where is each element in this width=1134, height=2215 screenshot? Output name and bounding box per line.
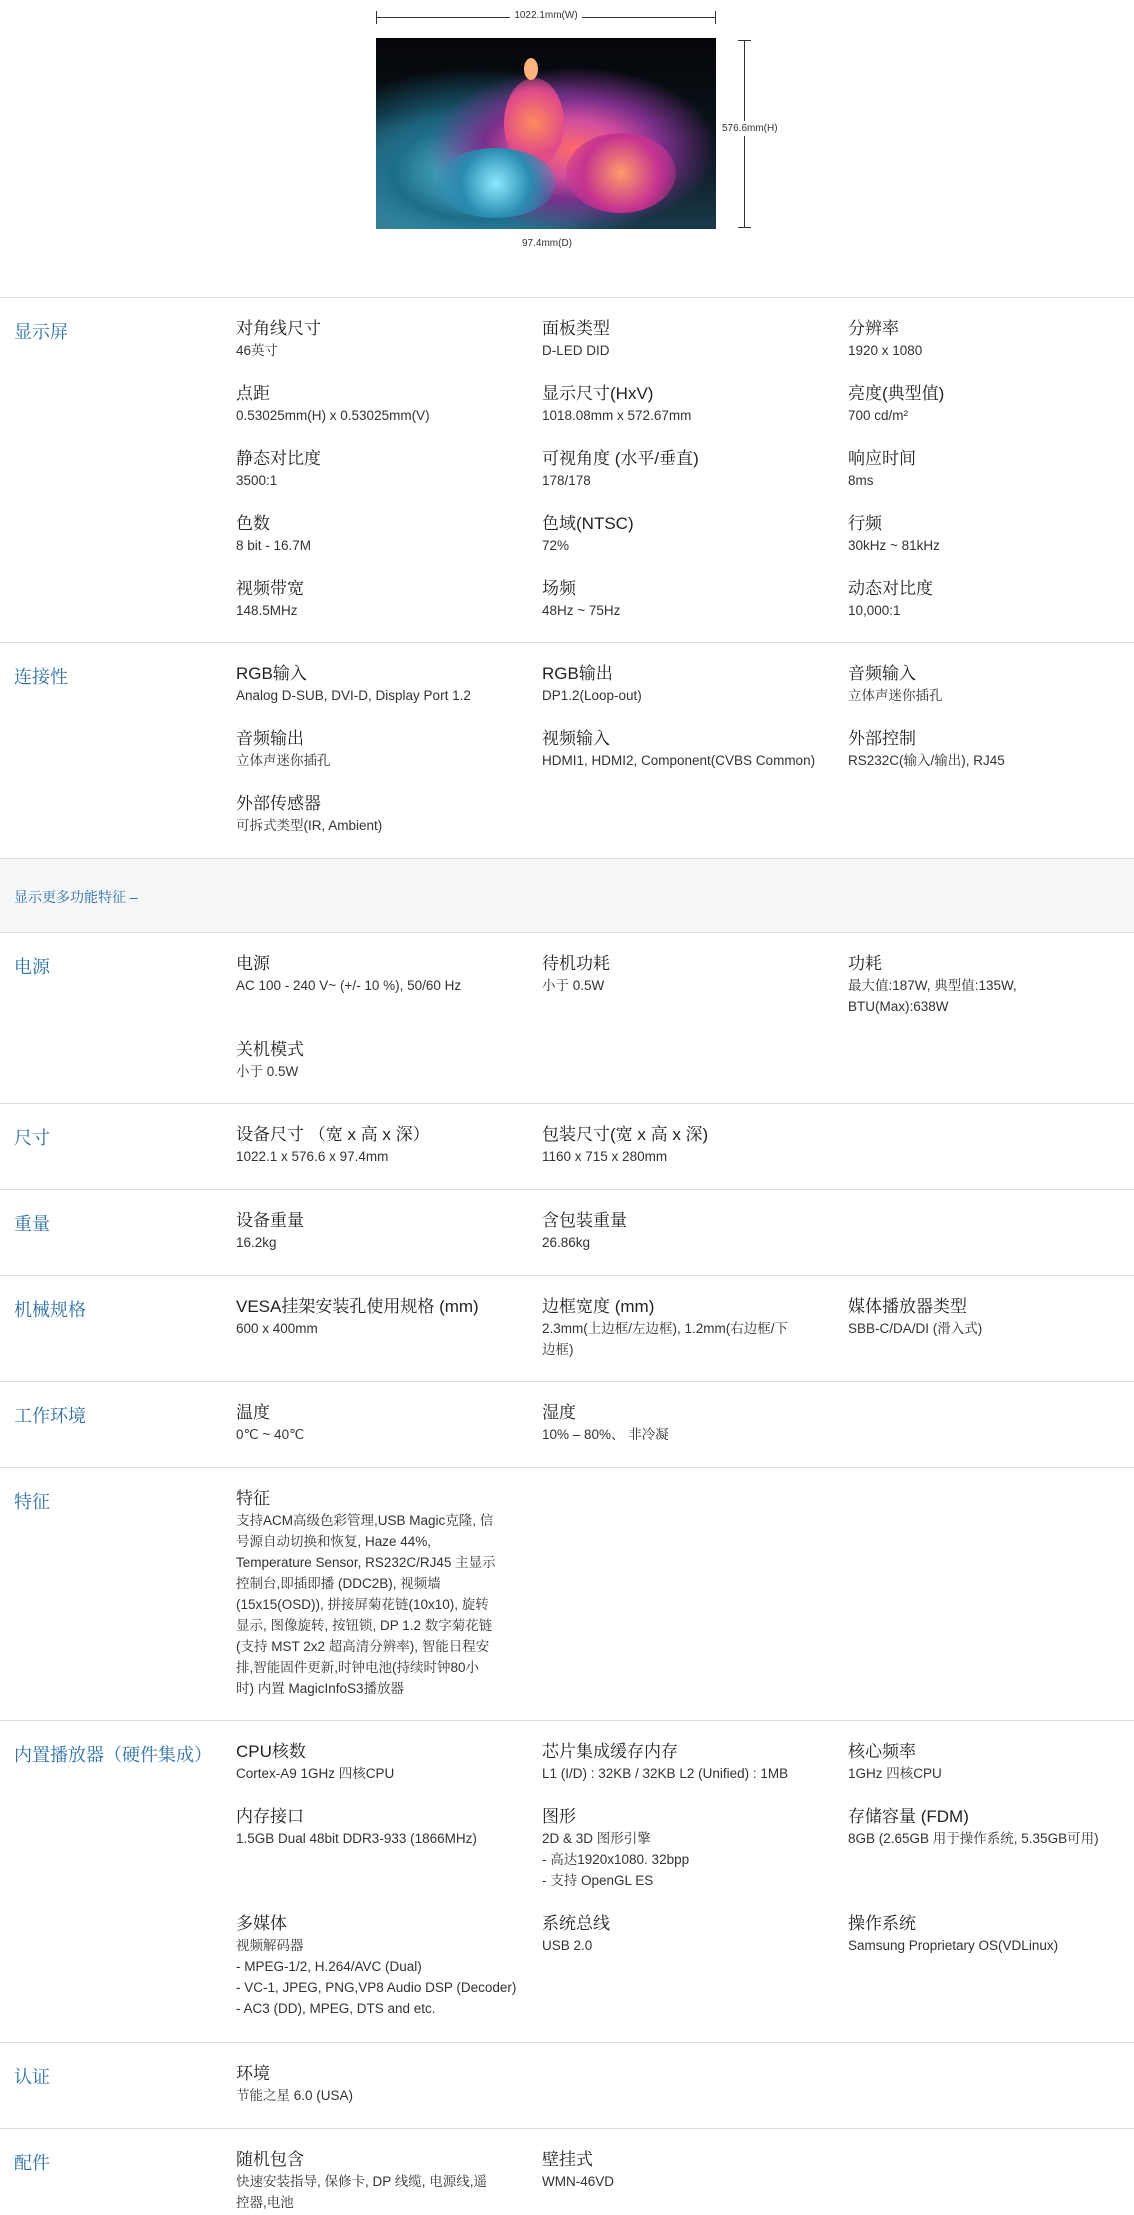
spec-label: 包装尺寸(宽 x 高 x 深) <box>542 1125 709 1144</box>
spec-value: 视频解码器 - MPEG-1/2, H.264/AVC (Dual) - VC-1, JPEG, PNG,VP8 Audio DSP (Decoder) - AC3 (DD), MPEG, DTS and etc. <box>236 1938 517 2016</box>
spec-value: D-LED DID <box>542 343 610 358</box>
spec-item <box>542 513 842 556</box>
spec-item <box>236 663 536 706</box>
spec-label: 显示尺寸(HxV) <box>542 384 654 403</box>
spec-value: 700 cd/m² <box>848 408 909 423</box>
spec-label: 视频输入 <box>542 729 610 748</box>
spec-label: 对角线尺寸 <box>236 319 321 338</box>
spec-label: 动态对比度 <box>848 579 933 598</box>
spec-item <box>848 383 1134 426</box>
spec-label: 音频输出 <box>236 729 304 748</box>
spec-label: 待机功耗 <box>542 954 610 973</box>
spec-item <box>236 1741 536 1784</box>
spec-value: 立体声迷你插孔 <box>236 753 331 768</box>
section-builtin-player <box>0 1720 1134 2043</box>
spec-label: 随机包含 <box>236 2150 304 2169</box>
spec-label: 边框宽度 (mm) <box>542 1297 655 1316</box>
splash-shape <box>436 148 556 218</box>
spec-value: 3500:1 <box>236 473 278 488</box>
spec-item <box>542 578 842 621</box>
spec-label: 功耗 <box>848 954 882 973</box>
spec-value: 8ms <box>848 473 874 488</box>
spec-value: 30kHz ~ 81kHz <box>848 538 940 553</box>
spec-label: VESA挂架安装孔使用规格 (mm) <box>236 1297 479 1316</box>
spec-item <box>848 513 1134 556</box>
spec-value: 10% – 80%、 非冷凝 <box>542 1427 669 1442</box>
spec-item <box>236 1296 536 1339</box>
height-dimension-label: 576.6mm(H) <box>722 123 778 134</box>
spec-item <box>542 1296 842 1360</box>
spec-value: 10,000:1 <box>848 603 901 618</box>
spec-label: 芯片集成缓存内存 <box>542 1742 678 1761</box>
spec-label: 色域(NTSC) <box>542 514 634 533</box>
spec-item <box>542 383 842 426</box>
spec-value: 0.53025mm(H) x 0.53025mm(V) <box>236 408 430 423</box>
splash-shape <box>566 133 676 213</box>
spec-label: 视频带宽 <box>236 579 304 598</box>
spec-value: 小于 0.5W <box>542 978 605 993</box>
spec-item <box>848 1806 1134 1849</box>
spec-value: 8 bit - 16.7M <box>236 538 312 553</box>
spec-item <box>848 1741 1134 1784</box>
section-power <box>0 932 1134 1104</box>
section-title: 尺寸 <box>14 1128 50 1148</box>
spec-value: 8GB (2.65GB 用于操作系统, 5.35GB可用) <box>848 1831 1099 1846</box>
spec-item <box>542 953 842 996</box>
spec-value: 178/178 <box>542 473 591 488</box>
spec-label: 点距 <box>236 384 270 403</box>
spec-value: 26.86kg <box>542 1235 591 1250</box>
section-title: 重量 <box>14 1214 50 1234</box>
spec-label: 环境 <box>236 2064 270 2083</box>
spec-item <box>542 1806 842 1891</box>
spec-label: 色数 <box>236 514 270 533</box>
spec-value: Analog D-SUB, DVI-D, Display Port 1.2 <box>236 688 471 703</box>
spec-value: 1GHz 四核CPU <box>848 1766 942 1781</box>
section-weight <box>0 1189 1134 1276</box>
spec-item <box>236 953 536 996</box>
spec-value: 0℃ ~ 40℃ <box>236 1427 305 1442</box>
spec-value: SBB-C/DA/DI (滑入式) <box>848 1321 983 1336</box>
spec-value: 节能之星 6.0 (USA) <box>236 2088 354 2103</box>
spec-label: 响应时间 <box>848 449 916 468</box>
splash-shape <box>524 58 538 80</box>
section-title: 特征 <box>14 1492 50 1512</box>
spec-item <box>848 663 1134 706</box>
section-title: 机械规格 <box>14 1300 86 1320</box>
spec-label: 分辨率 <box>848 319 899 338</box>
spec-item <box>848 578 1134 621</box>
spec-label: 关机模式 <box>236 1040 304 1059</box>
spec-label: 设备重量 <box>236 1211 304 1230</box>
spec-value: Samsung Proprietary OS(VDLinux) <box>848 1938 1059 1953</box>
spec-item <box>542 1741 842 1784</box>
section-title: 连接性 <box>14 667 68 687</box>
spec-value: 立体声迷你插孔 <box>848 688 943 703</box>
section-title: 显示屏 <box>14 322 68 342</box>
spec-label: 操作系统 <box>848 1914 916 1933</box>
spec-item <box>236 1913 536 2019</box>
spec-label: 可视角度 (水平/垂直) <box>542 449 699 468</box>
product-hero <box>0 0 1134 297</box>
section-title: 内置播放器（硬件集成） <box>14 1745 212 1765</box>
spec-label: 外部传感器 <box>236 794 321 813</box>
section-title: 工作环境 <box>14 1406 86 1426</box>
spec-value: 快速安装指导, 保修卡, DP 线缆, 电源线,遥 控器,电池 <box>236 2174 488 2210</box>
spec-value: 可拆式类型(IR, Ambient) <box>236 818 383 833</box>
spec-label: 系统总线 <box>542 1914 610 1933</box>
spec-item <box>542 1210 842 1253</box>
spec-value: 48Hz ~ 75Hz <box>542 603 621 618</box>
spec-value: 72% <box>542 538 570 553</box>
spec-item <box>542 663 842 706</box>
spec-label: 媒体播放器类型 <box>848 1297 967 1316</box>
spec-value: DP1.2(Loop-out) <box>542 688 642 703</box>
section-mechanical <box>0 1275 1134 1382</box>
spec-item <box>236 1124 536 1167</box>
spec-value: 1.5GB Dual 48bit DDR3-933 (1866MHz) <box>236 1831 477 1846</box>
section-accessories <box>0 2128 1134 2215</box>
spec-item <box>542 1124 842 1167</box>
spec-value: 2D & 3D 图形引擎 - 高达1920x1080. 32bpp - 支持 OpenGL ES <box>542 1831 690 1888</box>
spec-item <box>236 728 536 771</box>
spec-item <box>236 1488 536 1699</box>
section-features <box>0 1467 1134 1721</box>
show-more-bar <box>0 858 1134 933</box>
spec-item <box>848 318 1134 361</box>
spec-item <box>236 793 536 836</box>
spec-value: USB 2.0 <box>542 1938 593 1953</box>
spec-value: L1 (I/D) : 32KB / 32KB L2 (Unified) : 1MB <box>542 1766 789 1781</box>
spec-item <box>848 1296 1134 1339</box>
spec-item <box>236 2063 536 2106</box>
spec-item <box>848 728 1134 771</box>
spec-value: AC 100 - 240 V~ (+/- 10 %), 50/60 Hz <box>236 978 462 993</box>
spec-value: 16.2kg <box>236 1235 277 1250</box>
spec-value: 小于 0.5W <box>236 1064 299 1079</box>
spec-item <box>236 1402 536 1445</box>
spec-item <box>236 1806 536 1849</box>
spec-label: 存储容量 (FDM) <box>848 1807 969 1826</box>
spec-item <box>236 513 536 556</box>
spec-value: WMN-46VD <box>542 2174 615 2189</box>
section-environment <box>0 1381 1134 1468</box>
spec-label: 核心频率 <box>848 1742 916 1761</box>
spec-label: 设备尺寸 （宽 x 高 x 深） <box>236 1125 430 1144</box>
spec-item <box>236 383 536 426</box>
spec-label: 场频 <box>542 579 576 598</box>
show-more-features-link[interactable]: 显示更多功能特征 – <box>14 889 138 905</box>
spec-value: 2.3mm(上边框/左边框), 1.2mm(右边框/下 边框) <box>542 1321 789 1357</box>
spec-item <box>236 578 536 621</box>
spec-item <box>542 1913 842 1956</box>
spec-value: 最大值:187W, 典型值:135W, BTU(Max):638W <box>848 978 1017 1014</box>
spec-label: 图形 <box>542 1807 576 1826</box>
spec-item <box>236 1039 536 1082</box>
spec-value: 1920 x 1080 <box>848 343 923 358</box>
spec-label: 内存接口 <box>236 1807 304 1826</box>
section-connectivity <box>0 642 1134 859</box>
product-display-image <box>376 38 716 229</box>
spec-label: 静态对比度 <box>236 449 321 468</box>
spec-label: 音频输入 <box>848 664 916 683</box>
spec-value: 148.5MHz <box>236 603 298 618</box>
width-dimension-label: 1022.1mm(W) <box>510 10 581 21</box>
spec-label: 特征 <box>236 1489 270 1508</box>
spec-value: 1160 x 715 x 280mm <box>542 1149 668 1164</box>
spec-value: 46英寸 <box>236 343 279 358</box>
spec-item <box>542 2149 842 2192</box>
spec-item <box>236 1210 536 1253</box>
section-dimensions <box>0 1103 1134 1190</box>
spec-label: 温度 <box>236 1403 270 1422</box>
section-certification <box>0 2042 1134 2129</box>
spec-item <box>236 318 536 361</box>
spec-label: 面板类型 <box>542 319 610 338</box>
section-display <box>0 297 1134 643</box>
spec-label: 行频 <box>848 514 882 533</box>
spec-value: 支持ACM高级色彩管理,USB Magic克隆, 信 号源自动切换和恢复, Haze 44%, Temperature Sensor, RS232C/RJ45 主显示 控制台,即插即播 (DDC2B), 视频墙 (15x15(OSD)), 拼接屏菊花链(10x10), 旋转 显示, 图像旋转, 按钮锁, DP 1.2 数字菊花链 (支持 MST 2x2 超高清分辨率), 智能日程安 排,智能固件更新,时钟电池(持续时钟80小 时) 内置 MagicInfoS3播放器 <box>236 1513 496 1696</box>
spec-label: 含包装重量 <box>542 1211 627 1230</box>
spec-item <box>542 1402 842 1445</box>
spec-item <box>848 1913 1134 1956</box>
spec-item <box>542 728 842 771</box>
spec-item <box>236 2149 536 2213</box>
spec-item <box>236 448 536 491</box>
spec-item <box>542 448 842 491</box>
spec-label: 多媒体 <box>236 1914 287 1933</box>
spec-value: RS232C(输入/输出), RJ45 <box>848 753 1005 768</box>
spec-item <box>848 953 1134 1017</box>
spec-label: CPU核数 <box>236 1742 306 1761</box>
section-title: 电源 <box>14 957 50 977</box>
spec-value: Cortex-A9 1GHz 四核CPU <box>236 1766 395 1781</box>
spec-value: HDMI1, HDMI2, Component(CVBS Common) <box>542 753 816 768</box>
spec-value: 1022.1 x 576.6 x 97.4mm <box>236 1149 389 1164</box>
spec-value: 600 x 400mm <box>236 1321 318 1336</box>
spec-item <box>542 318 842 361</box>
spec-label: 壁挂式 <box>542 2150 593 2169</box>
depth-dimension-label: 97.4mm(D) <box>522 238 573 249</box>
spec-label: 电源 <box>236 954 270 973</box>
section-title: 配件 <box>14 2153 50 2173</box>
spec-label: RGB输入 <box>236 664 307 683</box>
spec-label: RGB输出 <box>542 664 613 683</box>
spec-label: 亮度(典型值) <box>848 384 945 403</box>
spec-label: 外部控制 <box>848 729 916 748</box>
spec-item <box>848 448 1134 491</box>
section-title: 认证 <box>14 2067 50 2087</box>
spec-value: 1018.08mm x 572.67mm <box>542 408 692 423</box>
spec-label: 湿度 <box>542 1403 576 1422</box>
